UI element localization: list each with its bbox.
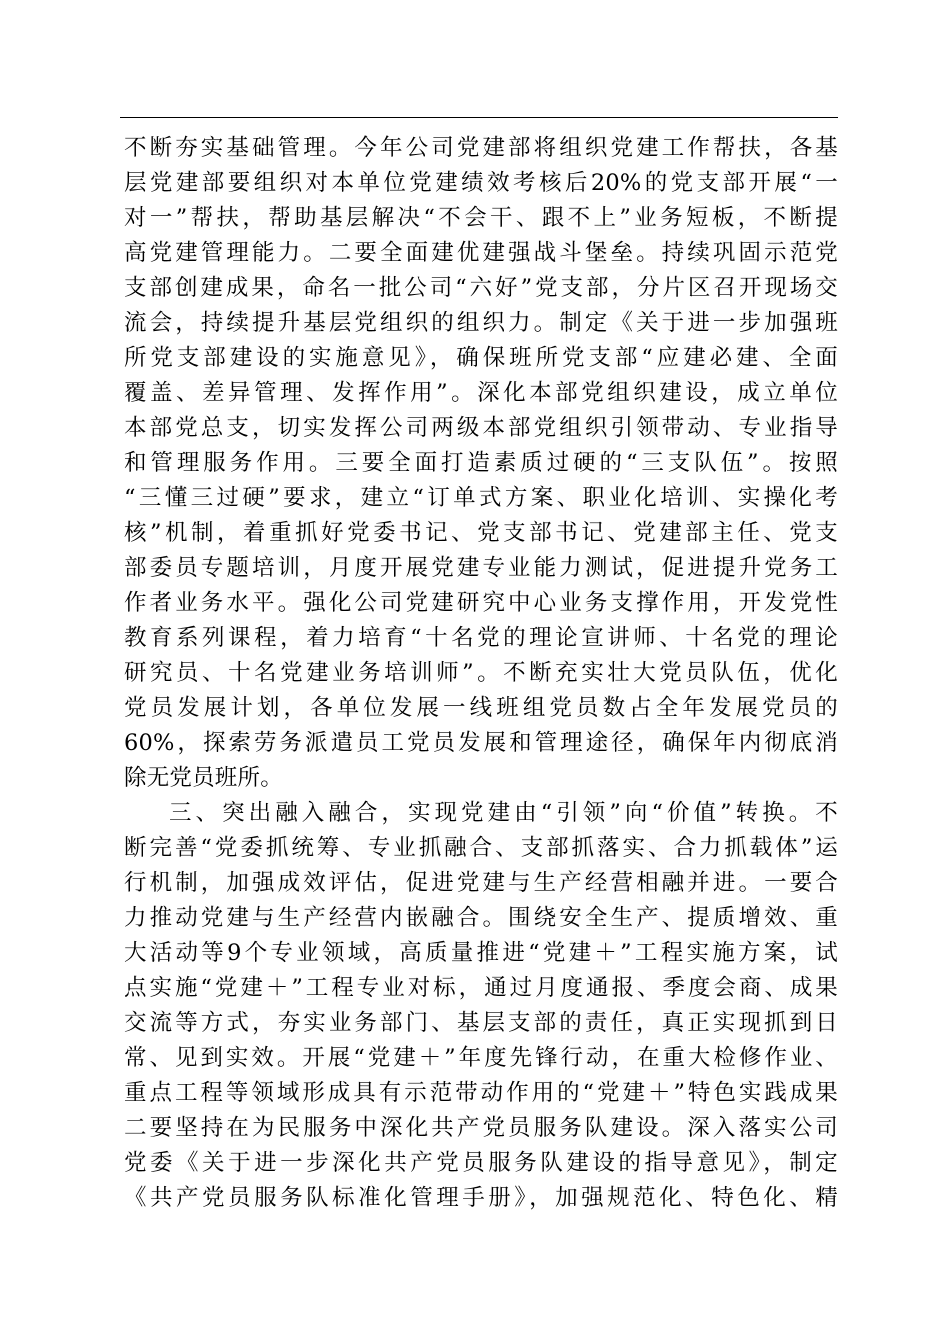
text-line: 力推动党建与生产经营内嵌融合。围绕安全生产、提质增效、重: [124, 905, 838, 931]
paragraph-1: [124, 131, 838, 796]
text-line: 所党支部建设的实施意见》，确保班所党支部“应建必建、全面: [124, 345, 838, 371]
text-line: 60%，探索劳务派遣员工党员发展和管理途径，确保年内彻底消: [124, 730, 838, 756]
text-line: 作者业务水平。强化公司党建研究中心业务支撑作用，开发党性: [124, 590, 838, 616]
text-line: 二要坚持在为民服务中深化共产党员服务队建设。深入落实公司: [124, 1115, 838, 1141]
text-line: 支部创建成果，命名一批公司“六好”党支部，分片区召开现场交: [124, 275, 838, 301]
header-rule: [120, 117, 838, 118]
text-line: 不断夯实基础管理。今年公司党建部将组织党建工作帮扶，各基: [124, 135, 838, 161]
text-line: 层党建部要组织对本单位党建绩效考核后20%的党支部开展“一: [124, 170, 838, 196]
text-line: 流会，持续提升基层党组织的组织力。制定《关于进一步加强班: [124, 310, 838, 336]
text-line: 常、见到实效。开展“党建＋”年度先锋行动，在重大检修作业、: [124, 1045, 838, 1071]
text-line: 本部党总支，切实发挥公司两级本部党组织引领带动、专业指导: [124, 415, 838, 441]
text-line: 三、突出融入融合，实现党建由“引领”向“价值”转换。不: [169, 800, 838, 826]
text-line: 研究员、十名党建业务培训师”。不断充实壮大党员队伍，优化: [124, 660, 838, 686]
body-text: [124, 131, 838, 1216]
text-line: 对一”帮扶，帮助基层解决“不会干、跟不上”业务短板，不断提: [124, 205, 838, 231]
text-line: “三懂三过硬”要求，建立“订单式方案、职业化培训、实操化考: [124, 485, 838, 511]
text-line: 教育系列课程，着力培育“十名党的理论宣讲师、十名党的理论: [124, 625, 838, 651]
paragraph-2: [124, 796, 838, 1216]
text-line: 行机制，加强成效评估，促进党建与生产经营相融并进。一要合: [124, 870, 838, 896]
text-line: 党员发展计划，各单位发展一线班组党员数占全年发展党员的: [124, 695, 838, 721]
text-line: 除无党员班所。: [124, 765, 283, 791]
text-line: 核”机制，着重抓好党委书记、党支部书记、党建部主任、党支: [124, 520, 838, 546]
text-line: 重点工程等领域形成具有示范带动作用的“党建＋”特色实践成果: [124, 1080, 838, 1106]
text-line: 《共产党员服务队标准化管理手册》，加强规范化、特色化、精: [124, 1185, 838, 1211]
text-line: 交流等方式，夯实业务部门、基层支部的责任，真正实现抓到日: [124, 1010, 838, 1036]
text-line: 点实施“党建＋”工程专业对标，通过月度通报、季度会商、成果: [124, 975, 838, 1001]
text-line: 党委《关于进一步深化共产党员服务队建设的指导意见》，制定: [124, 1150, 838, 1176]
text-line: 部委员专题培训，月度开展党建专业能力测试，促进提升党务工: [124, 555, 838, 581]
text-line: 高党建管理能力。二要全面建优建强战斗堡垒。持续巩固示范党: [124, 240, 838, 266]
text-line: 和管理服务作用。三要全面打造素质过硬的“三支队伍”。按照: [124, 450, 838, 476]
text-line: 覆盖、差异管理、发挥作用”。深化本部党组织建设，成立单位: [124, 380, 838, 406]
text-line: 大活动等9个专业领域，高质量推进“党建＋”工程实施方案，试: [124, 940, 838, 966]
text-line: 断完善“党委抓统筹、专业抓融合、支部抓落实、合力抓载体”运: [124, 835, 838, 861]
